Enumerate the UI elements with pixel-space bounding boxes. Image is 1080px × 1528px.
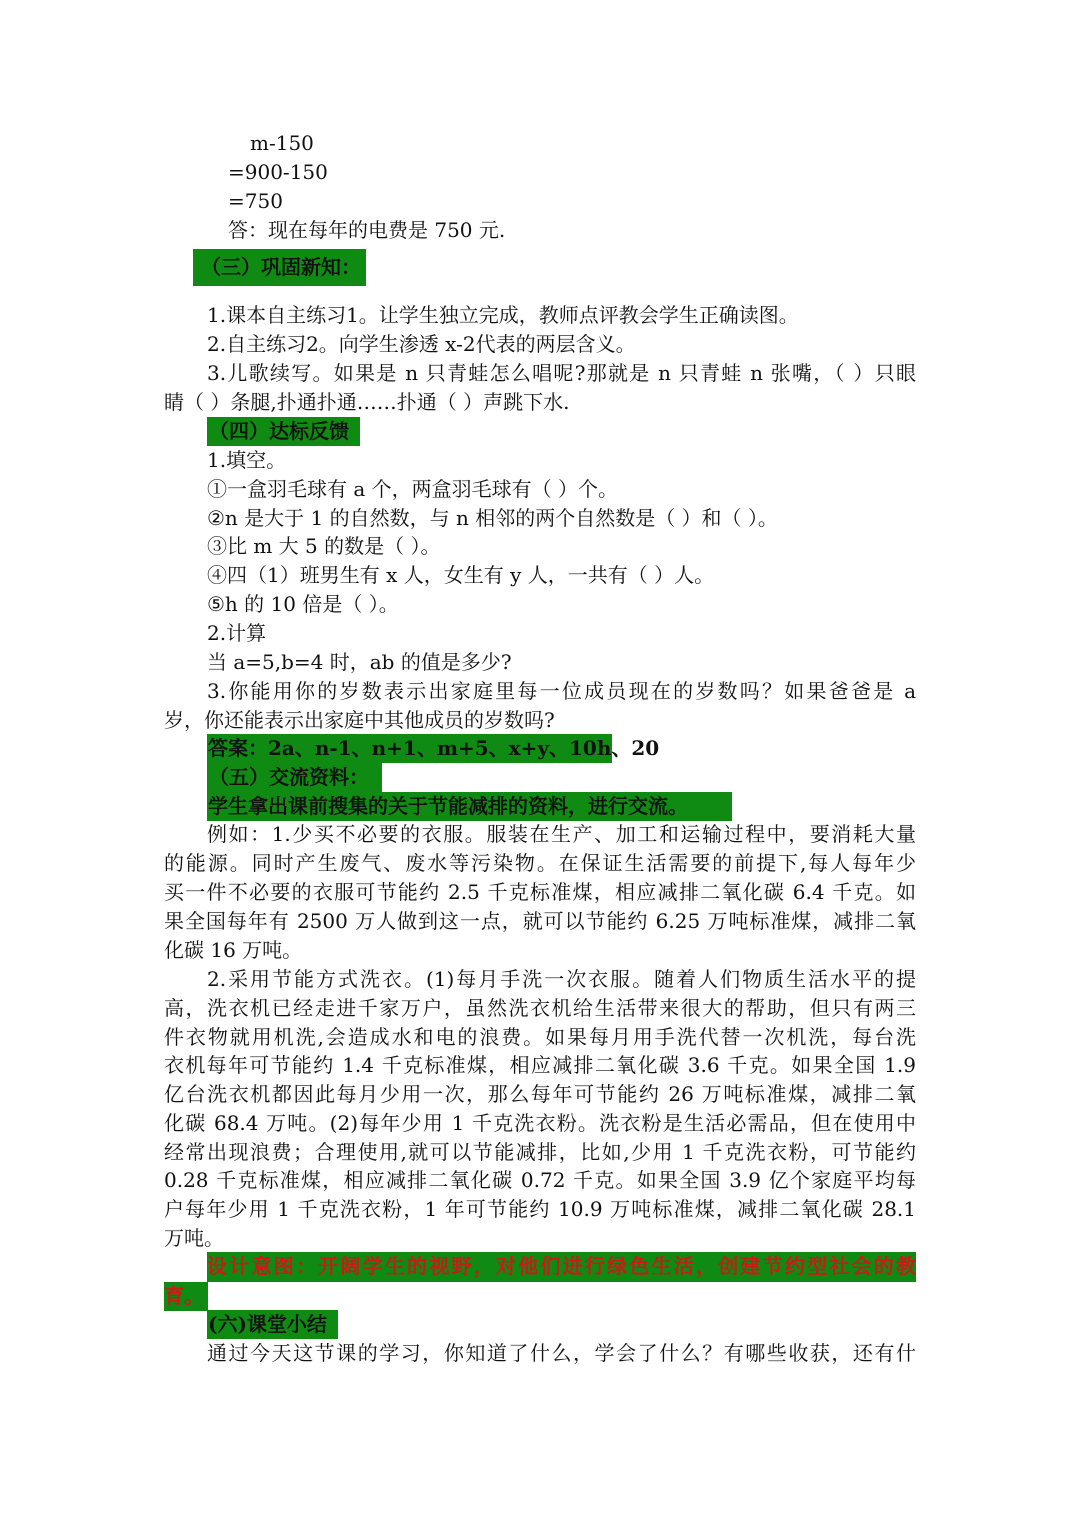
paragraph-1-line: 化碳 16 万吨。 <box>164 938 303 962</box>
paragraph-1-line: 例如：1.少买不必要的衣服。服装在生产、加工和运输过程中，要消耗大量 <box>207 822 916 846</box>
calc-line-3: =750 <box>228 189 283 213</box>
section-3-item-3-line-1: 3.儿歌续写。如果是 n 只青蛙怎么唱呢?那就是 n 只青蛙 n 张嘴，（ ）只眼 <box>207 361 916 385</box>
fill-in-question-4: ④四（1）班男生有 x 人，女生有 y 人，一共有（ ）人。 <box>207 563 715 587</box>
paragraph-2-line: 高，洗衣机已经走进千家万户，虽然洗衣机给生活带来很大的帮助，但只有两三 <box>164 996 916 1020</box>
fill-in-question-3: ③比 m 大 5 的数是（ ）。 <box>207 534 441 558</box>
calc-line-2: =900-150 <box>228 160 328 184</box>
paragraph-2-line: 2.采用节能方式洗衣。(1)每月手洗一次衣服。随着人们物质生活水平的提 <box>207 967 916 991</box>
calc-answer: 答：现在每年的电费是 750 元. <box>228 218 506 242</box>
paragraph-2-line: 件衣物就用机洗,会造成水和电的浪费。如果每月用手洗代替一次机洗，每台洗 <box>164 1025 916 1049</box>
section-5-heading: （五）交流资料： <box>207 763 382 792</box>
paragraph-1-line: 果全国每年有 2500 万人做到这一点，就可以节能约 6.25 万吨标准煤，减排二氧 <box>164 909 916 933</box>
paragraph-1-line: 买一件不必要的衣服可节能约 2.5 千克标准煤，相应减排二氧化碳 6.4 千克。如 <box>164 880 916 904</box>
section-5-intro: 学生拿出课前搜集的关于节能减排的资料，进行交流。 <box>207 792 732 821</box>
design-intent-line-1: 设计意图：开阔学生的视野，对他们进行绿色生活，创建节约型社会的教 <box>207 1252 916 1282</box>
paragraph-2-line: 户每年少用 1 千克洗衣粉，1 年可节能约 10.9 万吨标准煤，减排二氧化碳 28.1 <box>164 1197 916 1221</box>
fill-in-question-2: ②n 是大于 1 的自然数，与 n 相邻的两个自然数是（ ）和（ ）。 <box>207 506 778 530</box>
fill-in-question-5: ⑤h 的 10 倍是（ ）。 <box>207 592 399 616</box>
age-question-line-1: 3.你能用你的岁数表示出家庭里每一位成员现在的岁数吗？如果爸爸是 a <box>207 679 916 703</box>
calc-title: 2.计算 <box>207 621 267 645</box>
fill-in-title: 1.填空。 <box>207 448 287 472</box>
section-3-item-2: 2.自主练习2。向学生渗透 x-2代表的两层含义。 <box>207 332 636 356</box>
answer-key: 答案：2a、n-1、n+1、m+5、x+y、10h、20 <box>207 734 612 763</box>
section-3-item-3-line-2: 睛（ ）条腿,扑通扑通……扑通（ ）声跳下水. <box>164 390 570 414</box>
section-3-heading: （三）巩固新知： <box>193 249 366 286</box>
calc-question: 当 a=5,b=4 时，ab 的值是多少? <box>207 650 512 674</box>
summary-text: 通过今天这节课的学习，你知道了什么，学会了什么？有哪些收获，还有什 <box>207 1341 916 1365</box>
calc-line-1: m-150 <box>250 131 314 155</box>
section-3-item-1: 1.课本自主练习1。让学生独立完成，教师点评教会学生正确读图。 <box>207 303 799 327</box>
paragraph-2-line: 衣机每年可节能约 1.4 千克标准煤，相应减排二氧化碳 3.6 千克。如果全国 1.9 <box>164 1053 916 1077</box>
section-4-heading: （四）达标反馈 <box>207 417 360 446</box>
age-question-line-2: 岁，你还能表示出家庭中其他成员的岁数吗? <box>164 708 555 732</box>
paragraph-2-line: 万吨。 <box>164 1226 224 1250</box>
fill-in-question-1: ①一盒羽毛球有 a 个，两盒羽毛球有（ ）个。 <box>207 477 618 501</box>
paragraph-2-line: 0.28 千克标准煤，相应减排二氧化碳 0.72 千克。如果全国 3.9 亿个家庭平均每 <box>164 1168 916 1192</box>
paragraph-2-line: 经常出现浪费；合理使用,就可以节能减排，比如,少用 1 千克洗衣粉，可节能约 <box>164 1140 916 1164</box>
paragraph-2-line: 化碳 68.4 万吨。(2)每年少用 1 千克洗衣粉。洗衣粉是生活必需品，但在使用中 <box>164 1111 916 1135</box>
section-6-heading: (六)课堂小结 <box>207 1310 338 1339</box>
paragraph-2-line: 亿台洗衣机都因此每月少用一次，那么每年可节能约 26 万吨标准煤，减排二氧 <box>164 1082 916 1106</box>
paragraph-1-line: 的能源。同时产生废气、废水等污染物。在保证生活需要的前提下,每人每年少 <box>164 851 916 875</box>
design-intent-line-2: 育。 <box>164 1282 208 1311</box>
